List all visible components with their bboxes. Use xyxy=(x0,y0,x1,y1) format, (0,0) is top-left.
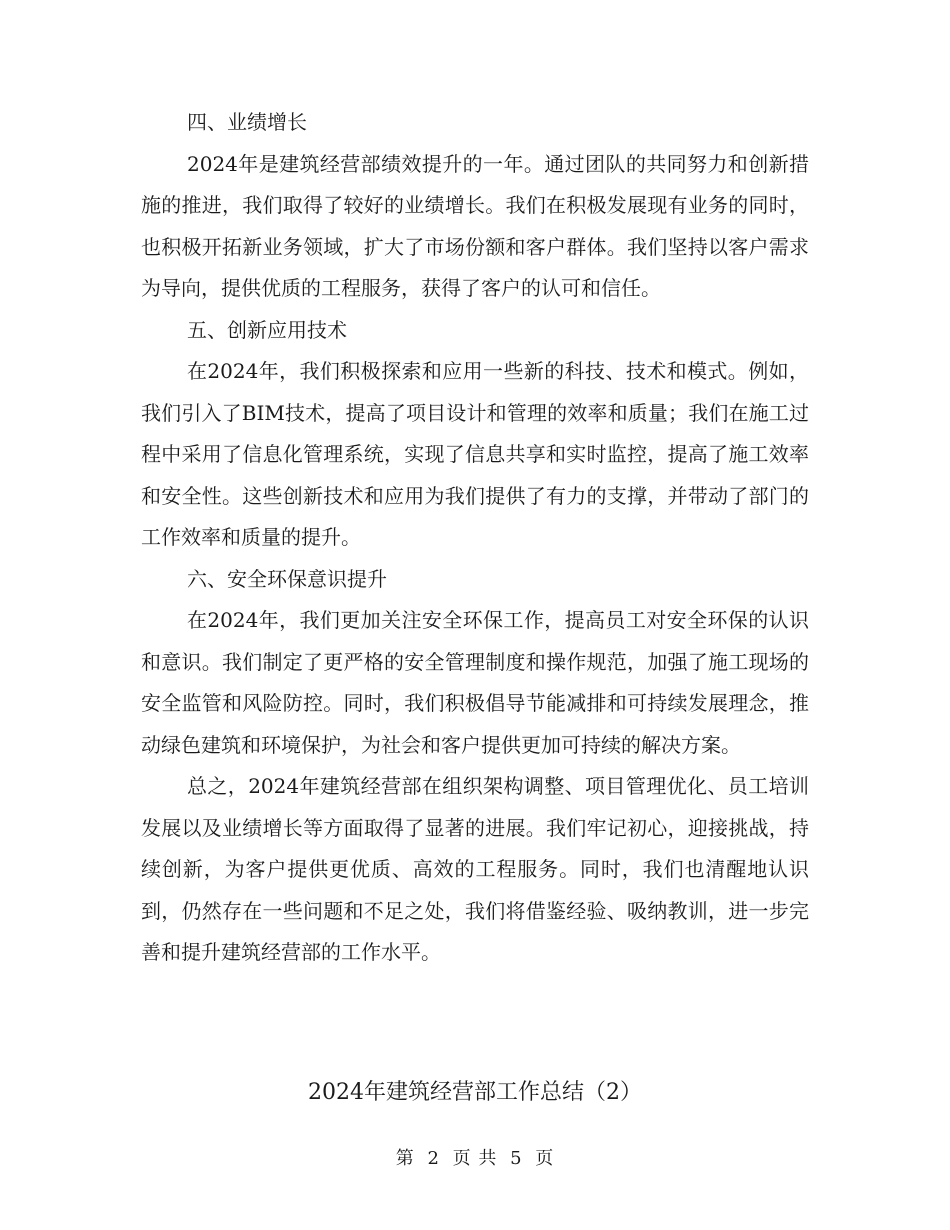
section-heading-innovation: 五、创新应用技术 xyxy=(187,317,347,342)
footer-middle: 页 共 xyxy=(452,1148,498,1169)
page-footer xyxy=(0,1146,950,1172)
footer-suffix: 页 xyxy=(535,1148,555,1169)
footer-current-page: 2 xyxy=(427,1148,440,1169)
document-body xyxy=(141,102,809,974)
next-document-title: 2024年建筑经营部工作总结（2） xyxy=(308,1080,642,1105)
summary-paragraph: 总之，2024年建筑经营部在组织架构调整、项目管理优化、员工培训发展以及业绩增长等方面取得了显著的进展。我们牢记初心，迎接挑战，持续创新，为客户提供更优质、高效的工程服务。同时，我们也清醒地认识到，仍然存在一些问题和不足之处，我们将借鉴经验、吸纳教训，进一步完善和提升建筑经营部的工作水平。 xyxy=(141,774,809,964)
section-paragraph-performance: 2024年是建筑经营部绩效提升的一年。通过团队的共同努力和创新措施的推进，我们取得了较好的业绩增长。我们在积极发展现有业务的同时，也积极开拓新业务领域，扩大了市场份额和客户群体。我们坚持以客户需求为导向，提供优质的工程服务，获得了客户的认可和信任。 xyxy=(141,151,809,300)
section-paragraph-safety: 在2024年，我们更加关注安全环保工作，提高员工对安全环保的认识和意识。我们制定了更严格的安全管理制度和操作规范，加强了施工现场的安全监管和风险防控。同时，我们积极倡导节能减排和可持续发展理念，推动绿色建筑和环境保护，为社会和客户提供更加可持续的解决方案。 xyxy=(141,608,809,757)
footer-prefix: 第 xyxy=(395,1148,415,1169)
section-paragraph-innovation: 在2024年，我们积极探索和应用一些新的科技、技术和模式。例如，我们引入了BIM技术，提高了项目设计和管理的效率和质量；我们在施工过程中采用了信息化管理系统，实现了信息共享和实时监控，提高了施工效率和安全性。这些创新技术和应用为我们提供了有力的支撑，并带动了部门的工作效率和质量的提升。 xyxy=(141,359,809,549)
section-heading-performance: 四、业绩增长 xyxy=(187,110,307,134)
footer-total-pages: 5 xyxy=(510,1148,523,1169)
section-heading-safety: 六、安全环保意识提升 xyxy=(187,566,387,591)
